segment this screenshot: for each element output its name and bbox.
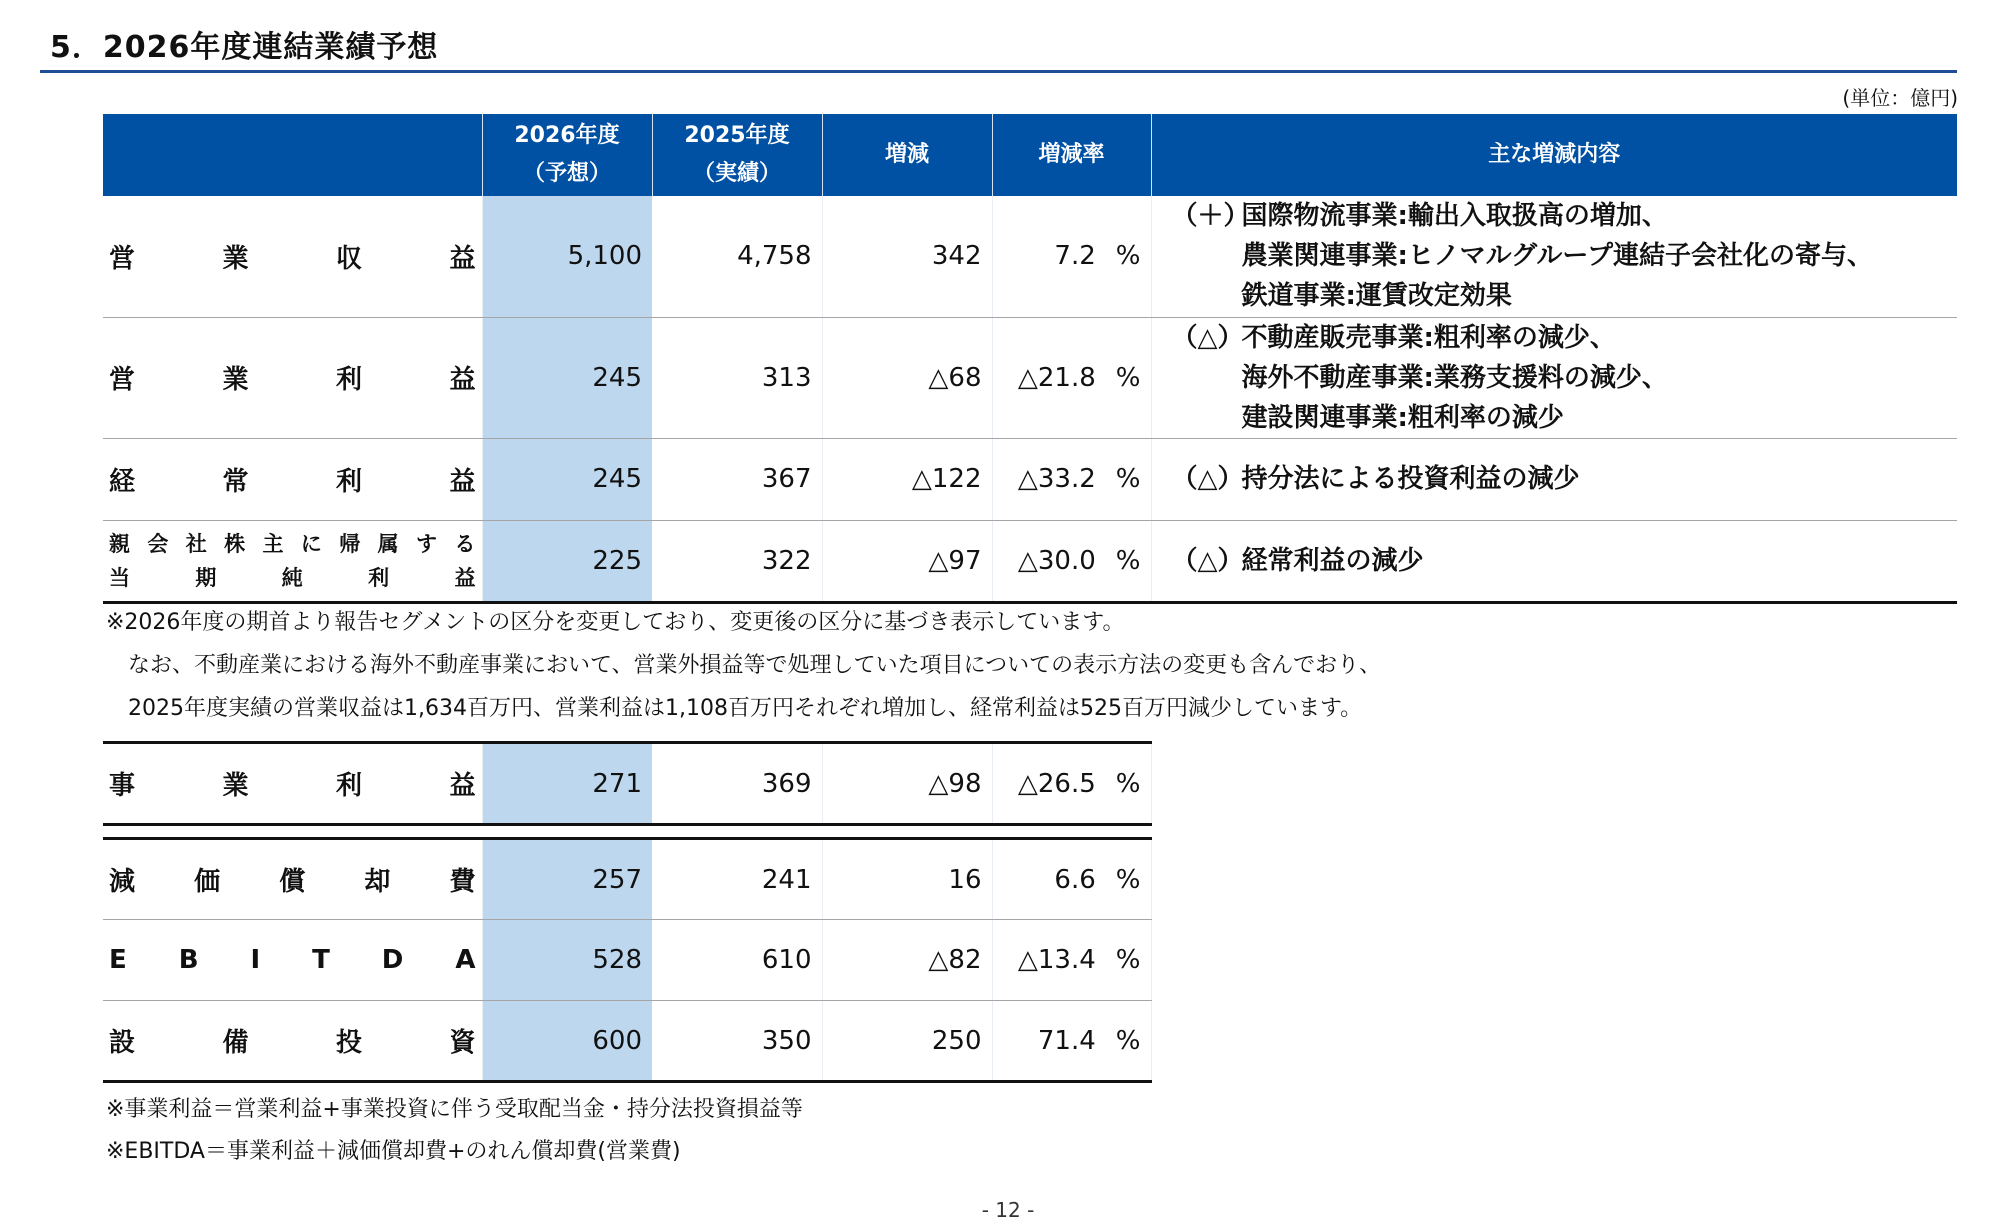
actual-value: 313	[652, 317, 822, 438]
forecast-value: 257	[482, 839, 652, 920]
row-label: 営 業 収 益	[103, 196, 482, 317]
row-label: 経 常 利 益	[103, 438, 482, 520]
title-underline	[40, 70, 1957, 73]
forecast-table	[103, 114, 1957, 604]
actual-value: 367	[652, 438, 822, 520]
forecast-value: 528	[482, 920, 652, 1001]
rate-value: △33.2 %	[992, 438, 1151, 520]
col-change-header: 増減	[822, 114, 992, 196]
col-forecast-header: 2026年度 （予想）	[482, 114, 652, 196]
rate-value: △21.8 %	[992, 317, 1151, 438]
table-row	[103, 520, 1957, 602]
change-value: △122	[822, 438, 992, 520]
col-actual-header: 2025年度 （実績）	[652, 114, 822, 196]
footnote: ※事業利益＝営業利益+事業投資に伴う受取配当金・持分法投資損益等	[106, 1097, 803, 1122]
rate-value: 6.6 %	[992, 839, 1151, 920]
table-row	[103, 839, 1151, 920]
forecast-value: 5,100	[482, 196, 652, 317]
footnote: 2025年度実績の営業収益は1,634百万円、営業利益は1,108百万円それぞれ増加し、経常利益は525百万円減少しています。	[106, 696, 1363, 721]
change-value: 250	[822, 1001, 992, 1082]
forecast-value: 600	[482, 1001, 652, 1082]
reason-text: （△） 不動産販売事業:粗利率の減少、 海外不動産事業:業務支援料の減少、 建設関連事業:粗利率の減少	[1151, 317, 1957, 438]
sub-metrics-table	[103, 741, 1152, 1083]
change-value: 16	[822, 839, 992, 920]
forecast-value: 225	[482, 520, 652, 602]
actual-value: 241	[652, 839, 822, 920]
table-row	[103, 1001, 1151, 1082]
row-label: 事 業 利 益	[103, 743, 482, 825]
page-number: - 12 -	[981, 1198, 1035, 1222]
spacer-row	[103, 825, 1151, 839]
page-title: 5．2026年度連結業績予想	[50, 30, 439, 65]
reason-text: （△） 持分法による投資利益の減少	[1151, 438, 1957, 520]
actual-value: 4,758	[652, 196, 822, 317]
table-row	[103, 920, 1151, 1001]
row-label: 減 価 償 却 費	[103, 839, 482, 920]
footnote: ※2026年度の期首より報告セグメントの区分を変更しており、変更後の区分に基づき表示しています。	[106, 610, 1125, 635]
table-row	[103, 196, 1957, 317]
row-label: E B I T D A	[103, 920, 482, 1001]
rate-value: △13.4 %	[992, 920, 1151, 1001]
actual-value: 369	[652, 743, 822, 825]
rate-value: △30.0 %	[992, 520, 1151, 602]
forecast-value: 245	[482, 438, 652, 520]
row-label: 親 会 社 株 主 に 帰 属 す る 当 期 純 利 益	[103, 520, 482, 602]
actual-value: 322	[652, 520, 822, 602]
change-value: 342	[822, 196, 992, 317]
row-label: 営 業 利 益	[103, 317, 482, 438]
forecast-value: 245	[482, 317, 652, 438]
reason-text: （＋） 国際物流事業:輸出入取扱高の増加、 農業関連事業:ヒノマルグループ連結子会社化の寄与、 鉄道事業:運賃改定効果	[1151, 196, 1957, 317]
forecast-value: 271	[482, 743, 652, 825]
change-value: △98	[822, 743, 992, 825]
footnote: ※EBITDA＝事業利益＋減価償却費+のれん償却費(営業費)	[106, 1139, 681, 1164]
footnote: なお、不動産業における海外不動産事業において、営業外損益等で処理していた項目についての表示方法の変更も含んでおり、	[106, 653, 1382, 678]
actual-value: 350	[652, 1001, 822, 1082]
table-header	[103, 114, 1957, 196]
rate-value: 7.2 %	[992, 196, 1151, 317]
row-label: 設 備 投 資	[103, 1001, 482, 1082]
rate-value: △26.5 %	[992, 743, 1151, 825]
change-value: △82	[822, 920, 992, 1001]
reason-text: （△） 経常利益の減少	[1151, 520, 1957, 602]
table-row	[103, 743, 1151, 825]
unit-label: (単位：億円)	[1842, 86, 1958, 110]
table-row	[103, 438, 1957, 520]
change-value: △68	[822, 317, 992, 438]
col-reason-header: 主な増減内容	[1151, 114, 1957, 196]
actual-value: 610	[652, 920, 822, 1001]
col-rate-header: 増減率	[992, 114, 1151, 196]
table-row	[103, 317, 1957, 438]
change-value: △97	[822, 520, 992, 602]
rate-value: 71.4 %	[992, 1001, 1151, 1082]
